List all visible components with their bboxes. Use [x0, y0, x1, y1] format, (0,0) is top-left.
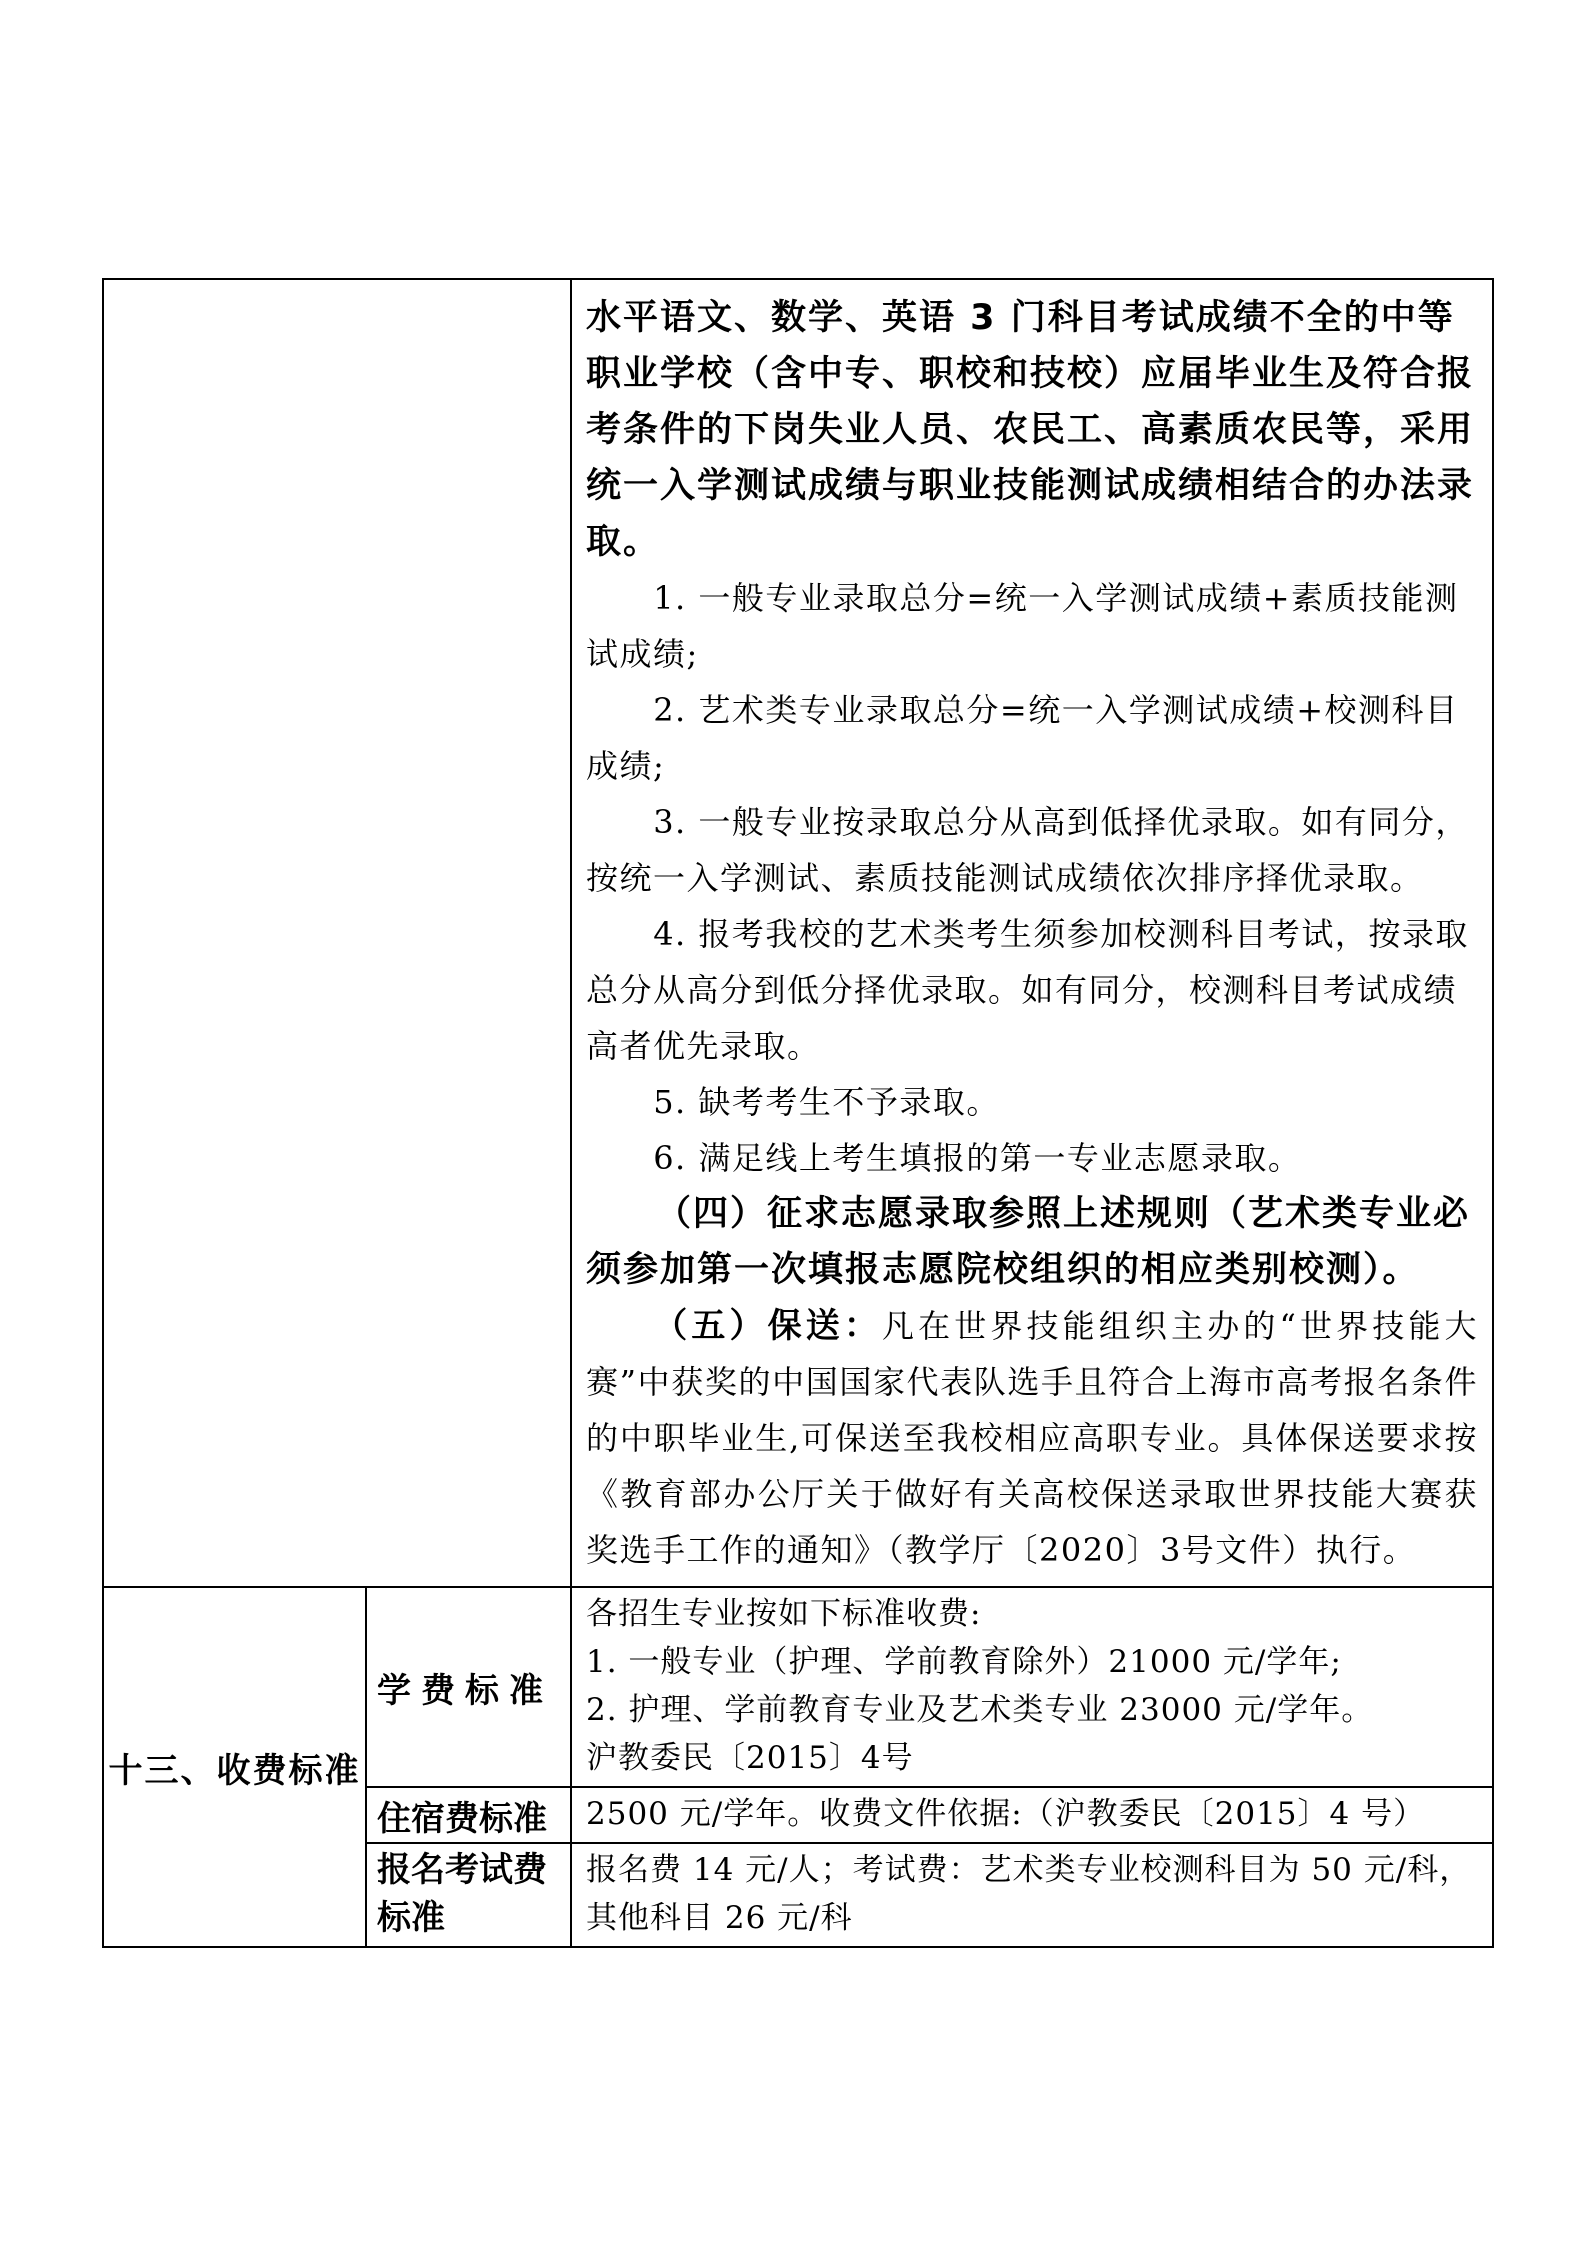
rule-item-2: 2. 艺术类专业录取总分=统一入学测试成绩+校测科目成绩;: [586, 691, 1459, 785]
rule-item-5: 5. 缺考考生不予录取。: [653, 1083, 1000, 1121]
admission-label-cell: [103, 279, 571, 1587]
tuition-line-1: 各招生专业按如下标准收费:: [586, 1596, 982, 1632]
exam-fee-content: 报名费 14 元/人；考试费：艺术类专业校测科目为 50 元/科，其他科目 26 元/科: [571, 1843, 1493, 1947]
rule-item-3: 3. 一般专业按录取总分从高到低择优录取。如有同分，按统一入学测试、素质技能测试成绩依次排序择优录取。: [586, 803, 1469, 897]
admission-rules-cell: [571, 279, 1493, 1587]
solicit-rule: （四）征求志愿录取参照上述规则（艺术类专业必须参加第一次填报志愿院校组织的相应类别校测）。: [586, 1194, 1471, 1290]
guarantee-text: 凡在世界技能组织主办的“世界技能大赛”中获奖的中国国家代表队选手且符合上海市高考报名条件的中职毕业生,可保送至我校相应高职专业。具体保送要求按《教育部办公厅关于做好有关高校保送录取世界技能大赛获奖选手工作的通知》（教学厅〔2020〕3号文件）执行。: [586, 1307, 1478, 1569]
fee-section-label: 十三、收费标准: [103, 1587, 366, 1947]
guarantee-label: （五）保送：: [653, 1306, 882, 1346]
rule-item-1: 1. 一般专业录取总分=统一入学测试成绩+素质技能测试成绩;: [586, 579, 1459, 673]
tuition-line-2: 1. 一般专业（护理、学前教育除外）21000 元/学年;: [586, 1644, 1342, 1680]
rule-item-6: 6. 满足线上考生填报的第一专业志愿录取。: [653, 1139, 1302, 1177]
admission-rules-row: [103, 279, 1493, 1587]
dorm-label: 住宿费标准: [366, 1787, 571, 1843]
admission-intro: 水平语文、数学、英语 3 门科目考试成绩不全的中等职业学校（含中专、职校和技校）应届毕业生及符合报考条件的下岗失业人员、农民工、高素质农民等，采用统一入学测试成绩与职业技能测试成绩相结合的办法录取。: [586, 298, 1475, 562]
dorm-content: 2500 元/学年。收费文件依据:（沪教委民〔2015〕4 号）: [571, 1787, 1493, 1843]
exam-fee-label: 报名考试费标准: [366, 1843, 571, 1947]
admission-fee-table: [102, 278, 1494, 1948]
rule-item-4: 4. 报考我校的艺术类考生须参加校测科目考试，按录取总分从高分到低分择优录取。如有同分，校测科目考试成绩高者优先录取。: [586, 915, 1469, 1065]
tuition-line-4: 沪教委民〔2015〕4号: [586, 1740, 914, 1776]
tuition-content: [571, 1587, 1493, 1787]
tuition-label: 学费标准: [366, 1587, 571, 1787]
tuition-line-3: 2. 护理、学前教育专业及艺术类专业 23000 元/学年。: [586, 1692, 1374, 1728]
guarantee-paragraph: [586, 1298, 1478, 1578]
tuition-row: [103, 1587, 1493, 1787]
